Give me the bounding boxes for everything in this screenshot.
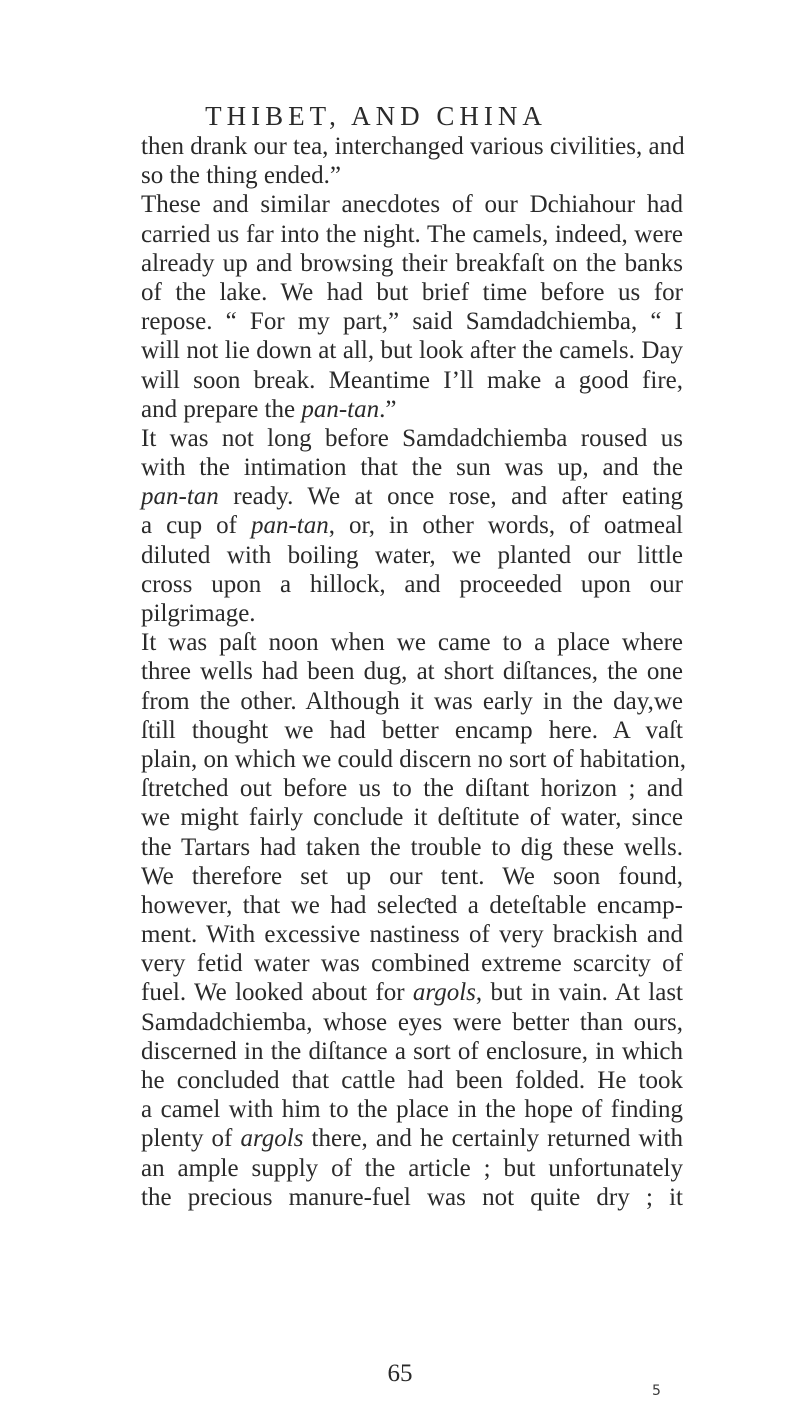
text-line: It was paſt noon when we came to a place where — [141, 629, 683, 657]
text-line: he concluded that cattle had been folded. He took — [141, 1067, 683, 1094]
running-head: THIBET, AND CHINA — [205, 101, 547, 131]
text-line: will soon break. Meantime I’ll make a good fire, — [141, 366, 683, 394]
text-line: pan-tan ready. We at once rose, and after eating — [141, 483, 683, 511]
text-line — [141, 395, 683, 424]
text-line: however, that we had seleƈted a deteſtable encamp- — [141, 891, 683, 919]
text-line: we might fairly conclude it deſtitute of water, since — [141, 804, 683, 832]
text-line: a cup of pan-tan, or, in other words, of oatmeal — [141, 512, 683, 540]
text-line: very fetid water was combined extreme scarcity of — [141, 950, 683, 978]
text-line: We therefore set up our tent. We soon found, — [141, 862, 683, 890]
text-line: three wells had been dug, at short diſtances, the one — [141, 658, 683, 686]
signature-mark: 5 — [652, 1383, 661, 1399]
text-line: of the lake. We had but brief time before us for — [141, 278, 683, 306]
text-line: These and similar anecdotes of our Dchiahour had — [141, 191, 683, 219]
text-line: from the other. Although it was early in the day,we — [141, 687, 683, 715]
text-line: cross upon a hillock, and proceeded upon our — [141, 570, 683, 598]
text-line: plain, on which we could discern no sort of habitation, — [141, 745, 687, 773]
text-line: a camel with him to the place in the hope of finding — [141, 1096, 683, 1124]
text-line: with the intimation that the sun was up, and the — [141, 454, 683, 482]
text-line: carried us far into the night. The camels, indeed, were — [141, 220, 683, 248]
text-line: already up and browsing their breakfaſt on the banks — [141, 249, 683, 277]
text-line: an ample supply of the article ; but unfortunately — [141, 1154, 683, 1182]
text-line: so the thing ended.” — [141, 162, 341, 190]
text-line-content: and prepare the pan-tan.” — [141, 395, 397, 423]
text-line: discerned in the diſtance a sort of enclosure, in which — [141, 1037, 683, 1065]
text-line: ſtill thought we had better encamp here. A vaſt — [141, 716, 683, 744]
text-line: the Tartars had taken the trouble to dig these wells. — [141, 833, 683, 861]
page-number: 65 — [387, 1360, 413, 1387]
text-line: plenty of argols there, and he certainly returned with — [141, 1125, 683, 1153]
text-line: will not lie down at all, but look after the camels. Day — [141, 337, 683, 365]
text-line: ſtretched out before us to the diſtant horizon ; and — [141, 775, 683, 803]
text-line: Samdadchiemba, whose eyes were better than ours, — [141, 1008, 683, 1036]
text-line: It was not long before Samdadchiemba roused us — [141, 424, 683, 452]
text-line: ment. With excessive nastiness of very brackish and — [141, 921, 683, 949]
text-line: pilgrimage. — [141, 600, 256, 627]
text-line: repose. “ For my part,” said Samdadchiemba, “ I — [141, 308, 683, 336]
text-line: then drank our tea, interchanged various civilities, and — [141, 133, 685, 160]
body-text — [141, 132, 687, 1212]
text-line: the precious manure-fuel was not quite dry ; it — [141, 1183, 683, 1211]
text-line: diluted with boiling water, we planted our little — [141, 541, 683, 569]
text-line: fuel. We looked about for argols, but in vain. At last — [141, 979, 683, 1007]
